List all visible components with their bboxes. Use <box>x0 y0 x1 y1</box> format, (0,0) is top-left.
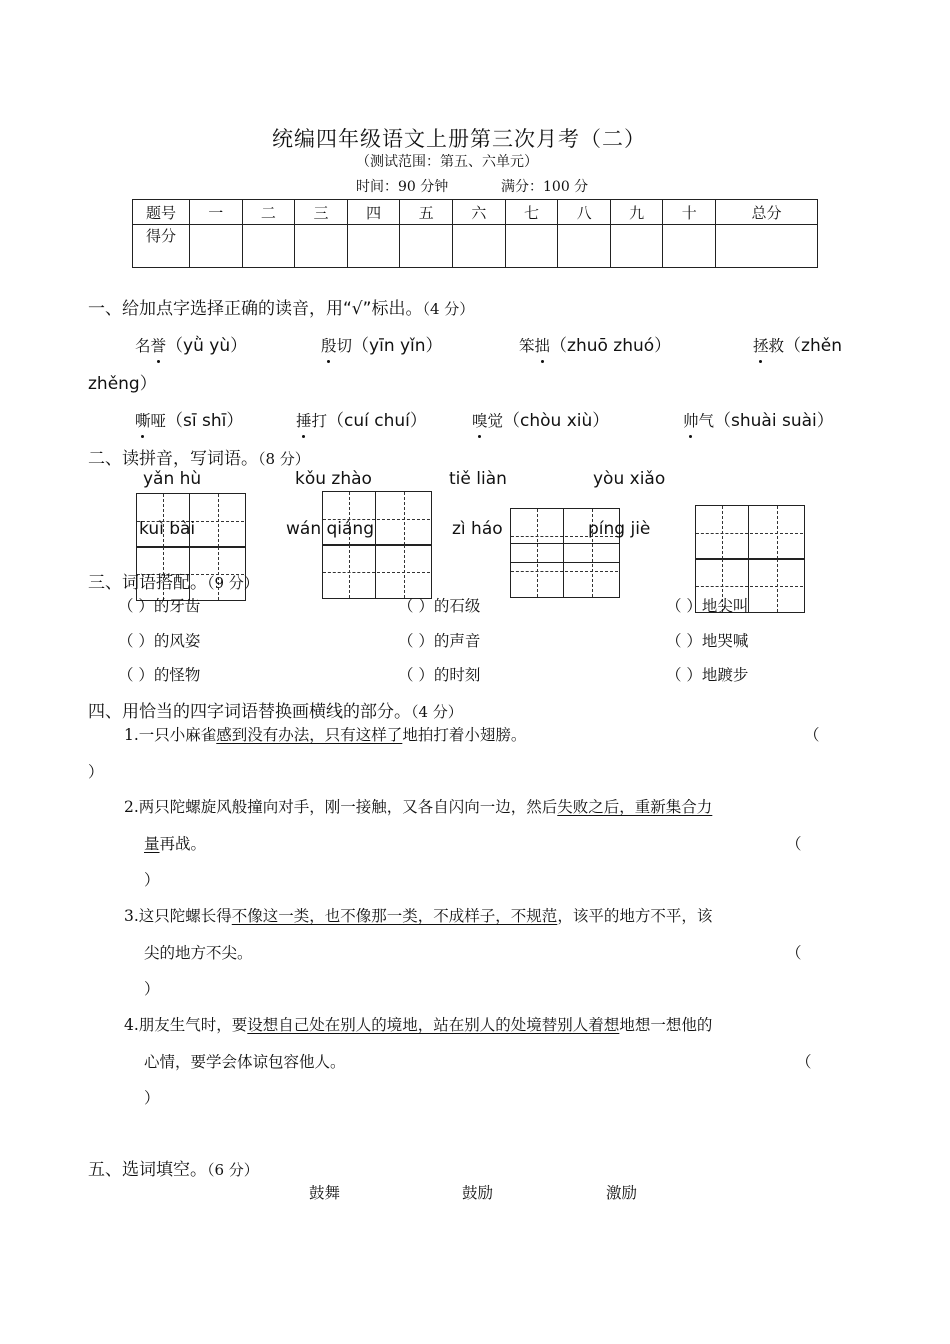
score-cell: 五 <box>400 200 453 225</box>
s3-item[interactable]: （ ）的牙齿 <box>118 597 201 615</box>
s1-pinyin-choices[interactable]: （zhěn <box>784 336 842 356</box>
s1-pinyin-choices[interactable]: （chòu xiù） <box>503 411 610 431</box>
answer-paren-close: ） <box>144 980 160 998</box>
section-1-title: 一、给加点字选择正确的读音，用“√”标出。 <box>88 299 423 319</box>
section-3-heading <box>88 568 259 593</box>
s1-item <box>519 331 671 356</box>
s2-pinyin: kuì bài <box>139 519 196 539</box>
s1-dotted-char: 嘶 <box>135 409 151 431</box>
q4-text: 4.朋友生气时，要 <box>124 1016 248 1034</box>
s1-dotted-char: 帅 <box>683 409 699 431</box>
answer-paren-close: ） <box>88 763 104 781</box>
page-title: 统编四年级语文上册第三次月考（二） <box>272 127 646 151</box>
s2-pinyin: kǒu zhào <box>295 469 372 489</box>
word-choice: 鼓励 <box>462 1184 494 1202</box>
s3-item[interactable]: （ ）地哭喊 <box>666 632 749 650</box>
section-1-points: （4 分） <box>422 300 475 318</box>
score-input-cell[interactable] <box>347 225 400 268</box>
word-choice: 鼓舞 <box>309 1184 341 1202</box>
section-5-heading <box>88 1155 259 1180</box>
section-2-heading <box>88 444 310 469</box>
score-cell: 题号 <box>133 200 190 225</box>
s1-item <box>472 406 609 431</box>
answer-paren-open[interactable]: （ <box>786 944 802 962</box>
s4-question-1 <box>124 723 526 745</box>
answer-paren-open[interactable]: （ <box>786 835 802 853</box>
s3-item[interactable]: （ ）的风姿 <box>118 632 201 650</box>
s1-word-post: 哑 <box>150 412 167 430</box>
s1-word-post: 切 <box>336 337 353 355</box>
score-input-cell[interactable] <box>400 225 453 268</box>
test-range: （测试范围：第五、六单元） <box>356 154 538 170</box>
score-cell: 三 <box>295 200 348 225</box>
score-input-cell[interactable] <box>716 225 818 268</box>
score-table-header-row <box>133 200 818 225</box>
s1-word-post: 觉 <box>487 412 504 430</box>
s1-dotted-char: 誉 <box>151 334 167 356</box>
score-input-cell[interactable] <box>453 225 506 268</box>
score-input-cell[interactable] <box>610 225 663 268</box>
score-cell: 六 <box>453 200 506 225</box>
score-cell: 一 <box>190 200 243 225</box>
score-cell: 二 <box>242 200 295 225</box>
q1-text: 1.一只小麻雀 <box>124 726 217 744</box>
q1-underlined: 感到没有办法，只有这样了 <box>216 726 403 744</box>
s3-item[interactable]: （ ）的声音 <box>398 632 481 650</box>
section-1-heading <box>88 294 474 319</box>
section-5-points: （6 分） <box>207 1161 259 1179</box>
s1-word-post: 打 <box>311 412 328 430</box>
s1-item <box>296 406 427 431</box>
section-5-title: 五、选词填空。 <box>88 1160 207 1180</box>
section-2-title: 二、读拼音，写词语。 <box>88 449 258 469</box>
q4-text-cont: 地想一想他的 <box>619 1016 713 1034</box>
s1-pinyin-choices[interactable]: （yīn yǐn） <box>352 336 443 356</box>
s2-pinyin: tiě liàn <box>449 469 507 489</box>
s1-word-post: 气 <box>698 412 715 430</box>
answer-paren-open[interactable]: （ <box>804 726 820 744</box>
s1-item <box>683 406 834 431</box>
score-input-cell[interactable] <box>190 225 243 268</box>
section-3-points: （9 分） <box>207 574 259 592</box>
section-4-points: （4 分） <box>411 703 463 721</box>
writing-grid[interactable] <box>322 544 432 599</box>
s1-pinyin-choices[interactable]: （yǜ yù） <box>166 336 248 356</box>
section-4-heading <box>88 697 463 722</box>
word-choice: 激励 <box>606 1184 638 1202</box>
s1-item <box>753 331 842 356</box>
answer-paren-close: ） <box>144 1089 160 1107</box>
writing-grid[interactable] <box>695 505 805 560</box>
s1-pinyin-continuation[interactable]: zhěng） <box>88 374 157 394</box>
answer-paren-close: ） <box>144 871 160 889</box>
section-4-title: 四、用恰当的四字词语替换画横线的部分。 <box>88 702 411 722</box>
writing-grid[interactable] <box>510 543 620 598</box>
s2-pinyin: yòu xiǎo <box>593 469 666 489</box>
s1-pinyin-choices[interactable]: （cuí chuí） <box>327 411 427 431</box>
q1-text-end: 地拍打着小翅膀。 <box>402 726 527 744</box>
s1-pinyin-choices[interactable]: （sī shī） <box>166 411 244 431</box>
s3-item[interactable]: （ ）地尖叫 <box>666 597 749 615</box>
s1-item <box>135 406 243 431</box>
s1-dotted-char: 拙 <box>535 334 551 356</box>
s2-pinyin: zì háo <box>452 519 503 539</box>
s3-item[interactable]: （ ）地踱步 <box>666 666 749 684</box>
score-input-cell[interactable] <box>242 225 295 268</box>
s4-question-2-line2 <box>144 832 206 854</box>
s2-pinyin: wán qiáng <box>286 519 374 539</box>
s2-pinyin: yǎn hù <box>143 469 202 489</box>
s1-item <box>135 331 247 356</box>
s1-pinyin-choices[interactable]: （zhuō zhuó） <box>550 336 672 356</box>
score-cell: 八 <box>558 200 611 225</box>
s1-dotted-char: 捶 <box>296 409 312 431</box>
s1-word-pre: 名 <box>135 337 151 355</box>
q2-text-end: 再战。 <box>159 835 207 853</box>
score-input-cell[interactable] <box>505 225 558 268</box>
s4-question-3-line2: 尖的地方不尖。 <box>144 944 253 962</box>
section-2-points: （8 分） <box>258 450 310 468</box>
score-cell: 十 <box>663 200 716 225</box>
s1-word-post: 救 <box>768 337 785 355</box>
q4-underlined: 设想自己处在别人的境地，站在别人的处境替别人着想 <box>247 1016 620 1034</box>
score-table <box>132 199 818 268</box>
q3-underlined: 不像这一类，也不像那一类，不成样子，不规范 <box>231 907 558 925</box>
full-score: 满分：100 分 <box>501 179 589 195</box>
s4-question-4-line2: 心情，要学会体谅包容他人。 <box>144 1053 346 1071</box>
s4-question-3 <box>124 904 712 926</box>
exam-time: 时间：90 分钟 <box>356 179 449 195</box>
q3-text: 3.这只陀螺长得 <box>124 907 232 925</box>
s1-item <box>321 331 443 356</box>
s3-item[interactable]: （ ）的石级 <box>398 597 481 615</box>
s1-word-pre: 笨 <box>519 337 535 355</box>
s4-question-4 <box>124 1013 712 1035</box>
score-cell: 总分 <box>716 200 818 225</box>
score-cell: 九 <box>610 200 663 225</box>
score-row-label: 得分 <box>133 225 190 268</box>
s3-item[interactable]: （ ）的怪物 <box>118 666 201 684</box>
s3-item[interactable]: （ ）的时刻 <box>398 666 481 684</box>
score-cell: 四 <box>347 200 400 225</box>
s2-pinyin: píng jiè <box>588 519 651 539</box>
s1-dotted-char: 殷 <box>321 334 337 356</box>
score-input-cell[interactable] <box>663 225 716 268</box>
s1-dotted-char: 拯 <box>753 334 769 356</box>
score-table-score-row <box>133 225 818 268</box>
s1-dotted-char: 嗅 <box>472 409 488 431</box>
s1-pinyin-choices[interactable]: （shuài suài） <box>714 411 834 431</box>
q3-text-cont: ，该平的地方不平，该 <box>557 907 713 925</box>
section-3-title: 三、词语搭配。 <box>88 573 207 593</box>
score-input-cell[interactable] <box>295 225 348 268</box>
answer-paren-open[interactable]: （ <box>796 1053 812 1071</box>
score-cell: 七 <box>505 200 558 225</box>
q2-underlined-cont: 量 <box>144 835 160 853</box>
q2-underlined: 失败之后，重新集合力 <box>557 798 713 816</box>
q2-text: 2.两只陀螺旋风般撞向对手，刚一接触，又各自闪向一边，然后 <box>124 798 558 816</box>
s4-question-2 <box>124 795 712 817</box>
score-input-cell[interactable] <box>558 225 611 268</box>
